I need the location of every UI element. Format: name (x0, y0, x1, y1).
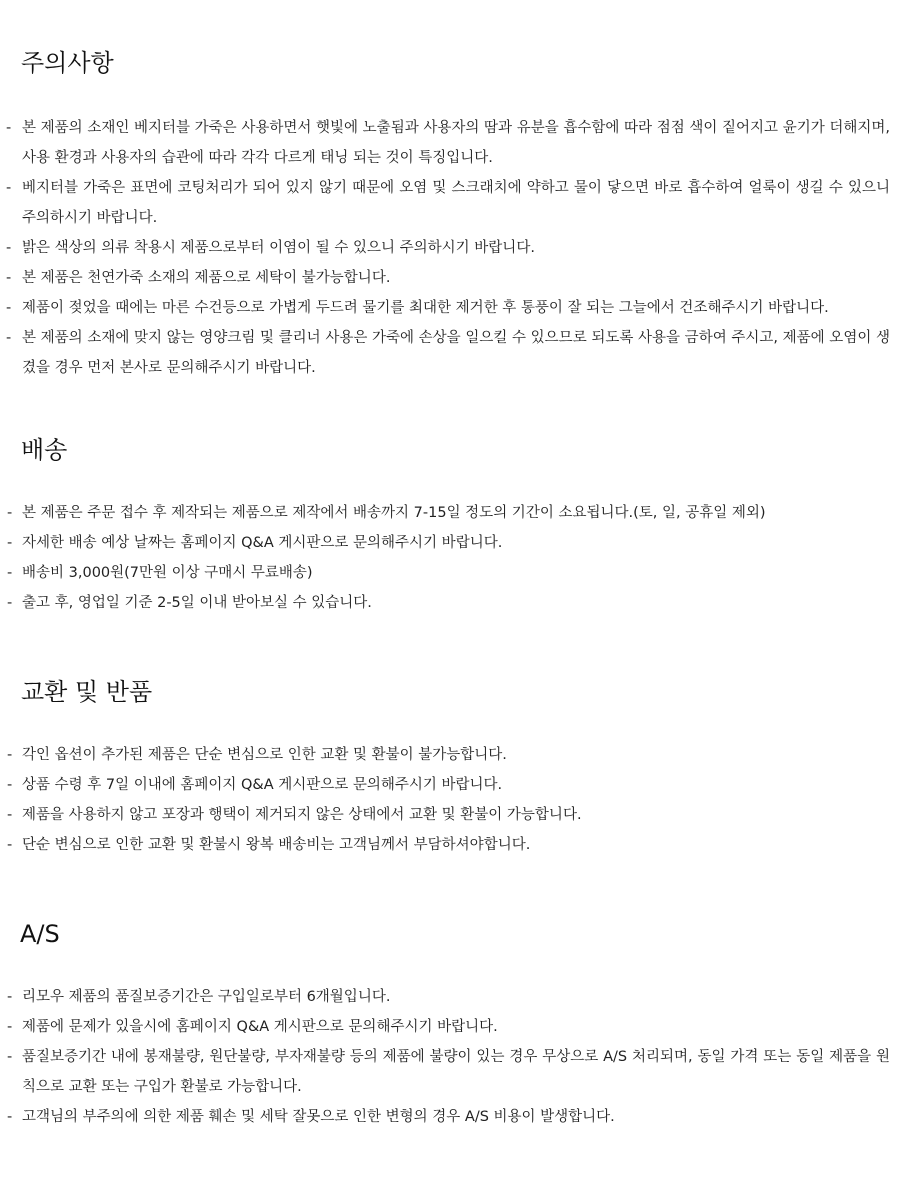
list-item (0, 770, 900, 800)
list-item-text: 배송비 3,000원(7만원 이상 구매시 무료배송) (22, 565, 313, 581)
list-item-text: 본 제품의 소재인 베지터블 가죽은 사용하면서 햇빛에 노출됨과 사용자의 땀과 유분을 흡수함에 따라 점점 색이 짙어지고 윤기가 더해지며, 사용 환경과 사용자의 습관에 따라 각각 다르게 태닝 되는 것이 특징입니다. (22, 120, 890, 166)
bullet-dash: - (7, 777, 13, 793)
list-item-text: 단순 변심으로 인한 교환 및 환불시 왕복 배송비는 고객님께서 부담하셔야합니다. (22, 837, 531, 853)
list-item-text: 본 제품은 천연가죽 소재의 제품으로 세탁이 불가능합니다. (22, 270, 391, 286)
bullet-dash: - (7, 505, 13, 521)
list-item-text: 제품을 사용하지 않고 포장과 행택이 제거되지 않은 상태에서 교환 및 환불이 가능합니다. (22, 807, 582, 823)
shipping-title: 배송 (21, 436, 68, 464)
exchange-list (0, 740, 900, 860)
bullet-dash: - (6, 120, 12, 136)
bullet-dash: - (7, 747, 13, 763)
bullet-dash: - (6, 270, 12, 286)
caution-title: 주의사항 (21, 49, 114, 77)
caution-list (0, 113, 900, 383)
list-item-text: 본 제품은 주문 접수 후 제작되는 제품으로 제작에서 배송까지 7-15일 정도의 기간이 소요됩니다.(토, 일, 공휴일 제외) (22, 505, 766, 521)
list-item (0, 233, 900, 263)
as-list (0, 982, 900, 1132)
bullet-dash: - (6, 330, 12, 346)
list-item-text: 제품이 젖었을 때에는 마른 수건등으로 가볍게 두드려 물기를 최대한 제거한 후 통풍이 잘 되는 그늘에서 건조해주시기 바랍니다. (22, 300, 829, 316)
list-item (0, 982, 900, 1012)
list-item (0, 558, 900, 588)
list-item-text: 베지터블 가죽은 표면에 코팅처리가 되어 있지 않기 때문에 오염 및 스크래치에 약하고 물이 닿으면 바로 흡수하여 얼룩이 생길 수 있으니 주의하시기 바랍니다. (22, 180, 890, 226)
list-item-text: 품질보증기간 내에 봉재불량, 원단불량, 부자재불량 등의 제품에 불량이 있는 경우 무상으로 A/S 처리되며, 동일 가격 또는 동일 제품을 원칙으로 교환 또는 구입가 환불로 가능합니다. (22, 1049, 890, 1095)
bullet-dash: - (7, 837, 13, 853)
bullet-dash: - (6, 240, 12, 256)
bullet-dash: - (7, 1049, 13, 1065)
list-item-text: 상품 수령 후 7일 이내에 홈페이지 Q&A 게시판으로 문의해주시기 바랍니다. (22, 777, 503, 793)
bullet-dash: - (7, 535, 13, 551)
list-item (0, 173, 900, 233)
list-item-text: 각인 옵션이 추가된 제품은 단순 변심으로 인한 교환 및 환불이 불가능합니다. (22, 747, 507, 763)
bullet-dash: - (7, 1019, 13, 1035)
list-item (0, 498, 900, 528)
list-item-text: 출고 후, 영업일 기준 2-5일 이내 받아보실 수 있습니다. (22, 595, 372, 611)
bullet-dash: - (6, 300, 12, 316)
list-item (0, 323, 900, 383)
list-item (0, 1102, 900, 1132)
shipping-list (0, 498, 900, 618)
list-item (0, 830, 900, 860)
bullet-dash: - (7, 989, 13, 1005)
list-item (0, 293, 900, 323)
list-item-text: 본 제품의 소재에 맞지 않는 영양크림 및 클리너 사용은 가죽에 손상을 일으킬 수 있으므로 되도록 사용을 금하여 주시고, 제품에 오염이 생겼을 경우 먼저 본사로 문의해주시기 바랍니다. (22, 330, 890, 376)
bullet-dash: - (7, 1109, 13, 1125)
list-item (0, 1042, 900, 1102)
list-item (0, 1012, 900, 1042)
list-item (0, 588, 900, 618)
list-item (0, 528, 900, 558)
list-item (0, 263, 900, 293)
list-item-text: 자세한 배송 예상 날짜는 홈페이지 Q&A 게시판으로 문의해주시기 바랍니다. (22, 535, 503, 551)
list-item-text: 고객님의 부주의에 의한 제품 훼손 및 세탁 잘못으로 인한 변형의 경우 A/S 비용이 발생합니다. (22, 1109, 615, 1125)
list-item-text: 리모우 제품의 품질보증기간은 구입일로부터 6개월입니다. (22, 989, 391, 1005)
list-item (0, 800, 900, 830)
bullet-dash: - (6, 180, 12, 196)
exchange-title: 교환 및 반품 (21, 678, 153, 706)
bullet-dash: - (7, 565, 13, 581)
list-item-text: 밝은 색상의 의류 착용시 제품으로부터 이염이 될 수 있으니 주의하시기 바랍니다. (22, 240, 535, 256)
bullet-dash: - (7, 807, 13, 823)
list-item (0, 740, 900, 770)
as-title: A/S (20, 920, 60, 948)
list-item (0, 113, 900, 173)
bullet-dash: - (7, 595, 13, 611)
list-item-text: 제품에 문제가 있을시에 홈페이지 Q&A 게시판으로 문의해주시기 바랍니다. (22, 1019, 498, 1035)
